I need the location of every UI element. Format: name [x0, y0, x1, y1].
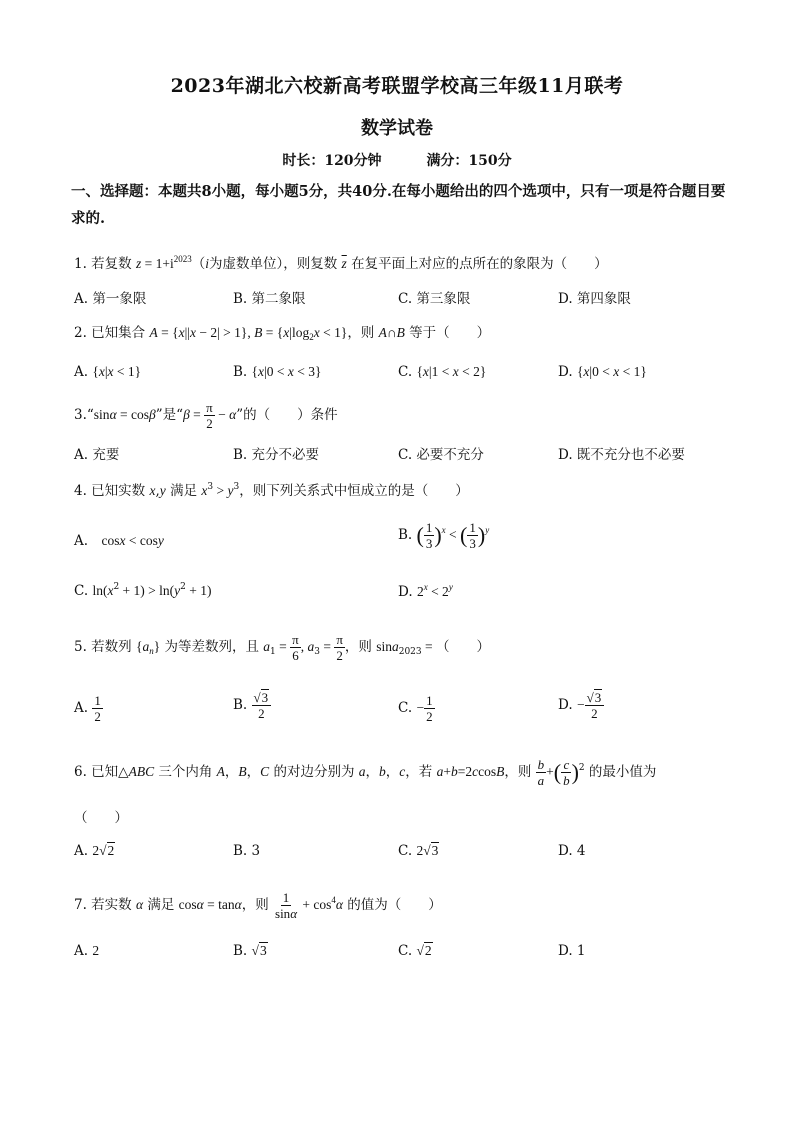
q1-option-a: A. 第一象限 — [74, 291, 147, 307]
duration: 时长：120分钟 — [282, 153, 382, 169]
question-5: 5. 若数列 $\{a_n\}$ 为等差数列，且 $a_1$ = $\frac{\pi}{6}$ , $a_3$ = $\frac{\pi}{2}$ ，则 sina$_{2023}$ = （ ） — [74, 632, 491, 663]
question-4: 4. 已知实数 x,y 满足 $x^3 > y^3$，则下列关系式中恒成立的是（ ） — [74, 482, 469, 499]
q2-option-c: C. {x|1 < x < 2} — [398, 364, 487, 380]
question-6-paren: （ ） — [74, 810, 128, 826]
q2-option-b: B. {x|0 < x < 3} — [233, 364, 322, 380]
q2-option-a: A. {x|x < 1} — [74, 364, 142, 380]
exam-title: 2023年湖北六校新高考联盟学校高三年级11月联考 — [170, 75, 624, 97]
question-3: 3.“sinα = cosβ”是“β = $\frac{\pi}{2}$ − α”的（ ）条件 — [74, 400, 338, 431]
q3-option-d: D. 既不充分也不必要 — [558, 447, 685, 463]
q7-option-d: D. 1 — [558, 943, 586, 959]
q6-option-b: B. 3 — [233, 843, 261, 859]
q7-option-c: C. √2 — [398, 943, 432, 959]
question-1: 1. 若复数 $z = 1+i^{2023}(i$为虚数单位），则复数 $\overline{z}$ 在复平面上对应的点所在的象限为（ ） — [74, 254, 608, 272]
q3-option-c: C. 必要不充分 — [398, 447, 484, 463]
q3-option-a: A. 充要 — [74, 447, 120, 463]
q6-option-a: A. 2√2 — [74, 843, 115, 859]
question-7: 7. 若实数 α 满足 cosα = tanα，则 $\frac{1}{\sin\alpha}$ + $\cos^4\alpha$ 的值为（ ） — [74, 890, 442, 921]
q5-option-b: B. $\frac{√3}{2}$ — [233, 690, 271, 721]
q1-option-b: B. 第二象限 — [233, 291, 306, 307]
q6-option-c: C. 2√3 — [398, 843, 439, 859]
q2-option-d: D. {x|0 < x < 1} — [558, 364, 647, 380]
q4-option-c: C. $\ln(x^2 + 1) > \ln(y^2 + 1)$ — [74, 582, 212, 599]
exam-meta — [0, 150, 794, 170]
q3-option-b: B. 充分不必要 — [233, 447, 320, 463]
q7-option-b: B. √3 — [233, 943, 267, 959]
full-score: 满分：150分 — [426, 153, 512, 169]
q6-option-d: D. 4 — [558, 843, 586, 859]
q4-option-b: B. ( $\frac{1}{3}$ )$^x$ < ( $\frac{1}{3}$ )$^y$ — [398, 520, 490, 551]
section-heading: 一、选择题：本题共8小题，每小题5分，共40分.在每小题给出的四个选项中，只有一项是符合题目要求的. — [71, 183, 726, 227]
q1-option-d: D. 第四象限 — [558, 291, 631, 307]
q5-option-a: A. $\frac{1}{2}$ — [74, 693, 101, 724]
q4-option-a: A. cosx < cosy — [74, 533, 164, 549]
q1-option-c: C. 第三象限 — [398, 291, 471, 307]
q5-option-c: C. − $\frac{1}{2}$ — [398, 693, 433, 724]
q5-option-d: D. − $\frac{√3}{2}$ — [558, 690, 604, 721]
q4-option-d: D. $2^x < 2^y$ — [398, 582, 453, 600]
question-6: 6. 已知△ABC 三个内角 A，B，C 的对边分别为 a，b，c，若 a+b=2ccosB，则 $\frac{b}{a}$ +( $\frac{c}{b}$ )$^2$ 的最小值为 — [74, 757, 657, 788]
question-2: 2. 已知集合 A = {x||x − 2| > 1}, $B = \{x|\log_2x < 1\}$，则 A∩B 等于（ ） — [74, 325, 491, 342]
q7-option-a: A. 2 — [74, 943, 100, 959]
exam-subtitle: 数学试卷 — [361, 118, 433, 139]
